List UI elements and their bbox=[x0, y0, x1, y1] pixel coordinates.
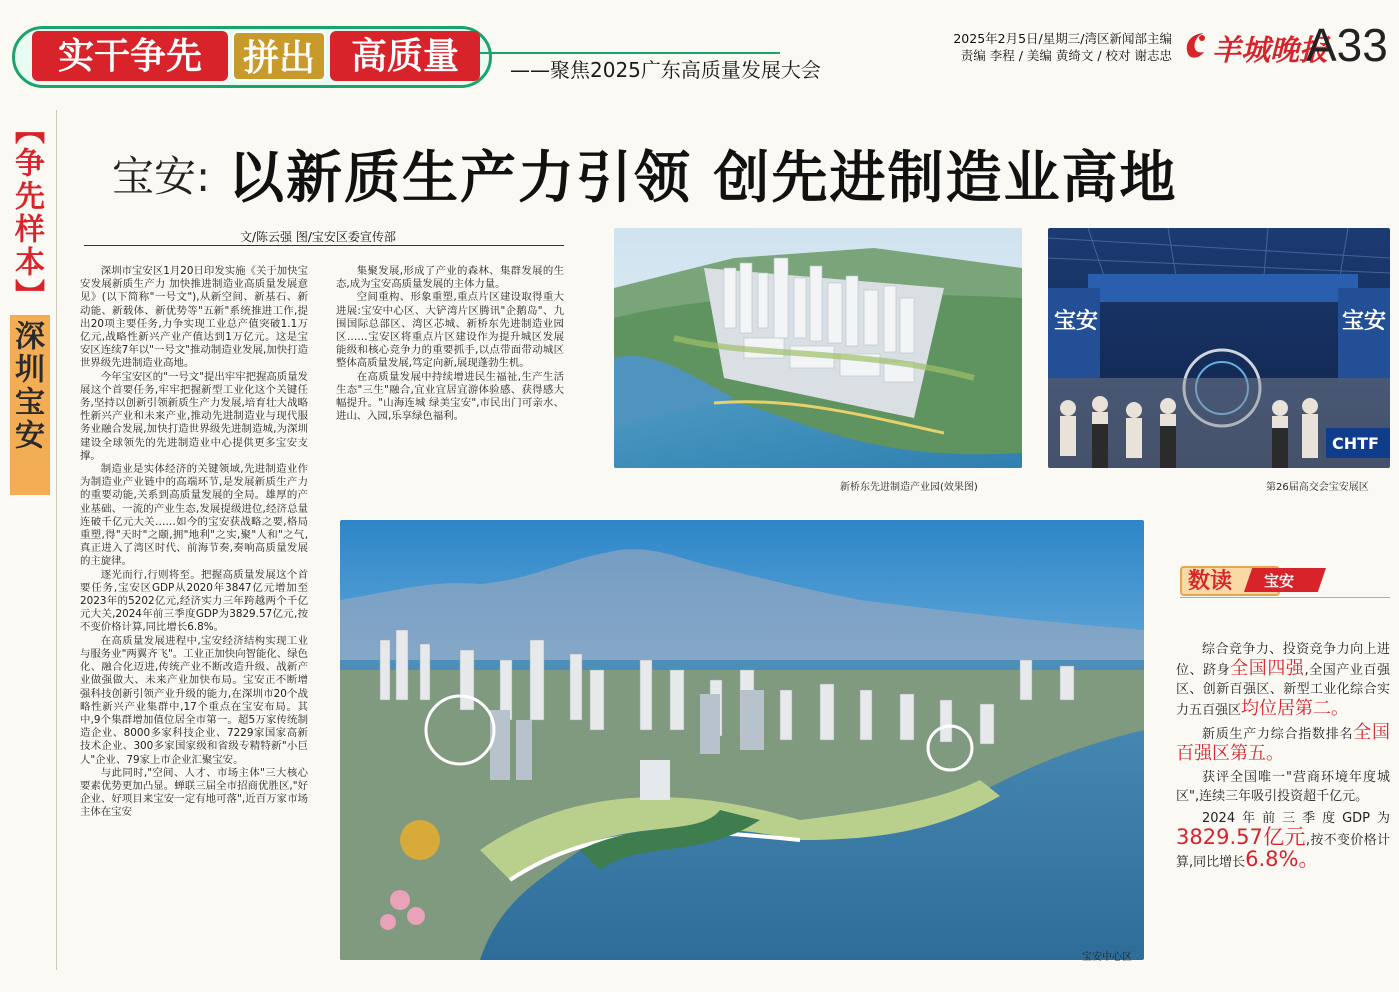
byline-rule bbox=[84, 245, 564, 246]
issue-date-line: 2025年2月5日/星期三/湾区新闻部主编 bbox=[953, 31, 1172, 46]
caption-industrial-park: 新桥东先进制造产业园(效果图) bbox=[840, 482, 978, 493]
headline-place: 宝安: bbox=[112, 152, 211, 201]
article-paragraph: 在高质量发展进程中,宝安经济结构实现工业与服务业"两翼齐飞"。工业正加快向智能化、绿色化、融合化迈进,传统产业不断改造升级、战新产业做强做大、未来产业加快布局。宝安正不断增强科技创新引领产业升级的能力,在深圳市20个战略性新兴产业集群中,17个重点在宝安布局。其中,9个集群增加值位居全市第一。超5万家传统制造企业、8000多家科技企业、7229家国家高新技术企业、300多家国家级和省级专精特新"小巨人"企业、79家上市企业汇聚宝安。 bbox=[80, 634, 308, 766]
central-district-photo bbox=[340, 520, 1144, 960]
editors-line: 责编 李程 / 美编 黄绮文 / 校对 谢志忠 bbox=[960, 48, 1172, 63]
caption-central-district: 宝安中心区 bbox=[1082, 952, 1132, 963]
highlight-fifth: 全国百强区第五。 bbox=[1176, 722, 1390, 764]
data-item-3: 获评全国唯一"营商环境年度城区",连续三年吸引投资超千亿元。 bbox=[1176, 770, 1390, 804]
data-box-tag: 宝安 bbox=[1264, 572, 1295, 590]
data-box-title: 数读 bbox=[1188, 569, 1233, 594]
banner-title-part2: 拼出 bbox=[232, 31, 326, 81]
side-tag: 【争先样本】 bbox=[9, 114, 44, 312]
expo-sign-left: 宝安 bbox=[1054, 309, 1099, 334]
highlight-gdp: 3829.57亿元 bbox=[1176, 825, 1306, 849]
article-column-1 bbox=[80, 265, 308, 965]
highlight-top-four: 全国四强 bbox=[1230, 658, 1305, 679]
article-paragraph: 逐光而行,行则将至。把握高质量发展这个首要任务,宝安区GDP从2020年3847亿元增加至2023年的5202亿元,经济实力三年跨越两个千亿元大关,2024年前三季度GDP为3829.57亿元,按不变价格计算,同比增长6.8%。 bbox=[80, 568, 308, 634]
expo-sign-right: 宝安 bbox=[1342, 309, 1387, 334]
highlight-growth: 6.8%。 bbox=[1245, 847, 1320, 871]
expo-photo bbox=[1048, 228, 1390, 468]
paper-name: 羊城晚报 bbox=[1212, 33, 1329, 67]
article-paragraph: 今年宝安区的"一号文"提出牢牢把握高质量发展这个首要任务,牢牢把握新型工业化这个关键任务,坚持以创新引领新质生产力发展,培育壮大战略性新兴产业和未来产业,推动先进制造业与现代服务业融合发展,加快打造世界级先进制造城,为深圳建设全球领先的先进制造业中心提供更多宝安支撑。 bbox=[80, 370, 308, 462]
industrial-park-photo bbox=[614, 228, 1022, 468]
byline: 文/陈云强 图/宝安区委宣传部 bbox=[240, 230, 396, 244]
paper-logo-icon bbox=[1182, 30, 1210, 60]
expo-booth-logo: CHTF bbox=[1332, 434, 1379, 453]
banner-title-part1: 实干争先 bbox=[32, 31, 228, 81]
data-item-1: 综合竞争力、投资竞争力向上进位、跻身全国四强,全国产业百强区、创新百强区、新型工业化综合实力五百强区均位居第二。 bbox=[1176, 642, 1390, 719]
data-box-body bbox=[1176, 640, 1390, 875]
data-box-rule bbox=[1180, 597, 1390, 598]
data-item-2: 新质生产力综合指数排名全国百强区第五。 bbox=[1176, 722, 1390, 764]
caption-expo: 第26届高交会宝安展区 bbox=[1266, 482, 1369, 493]
article-paragraph: 在高质量发展中持续增进民生福祉,生产生活生态"三生"融合,宜业宜居宜游体验感、获得感大幅提升。"山海连城 绿美宝安",市民出门可亲水、进山、入园,乐享绿色福利。 bbox=[336, 370, 564, 423]
page-number: A33 bbox=[1306, 19, 1388, 71]
article-column-2 bbox=[336, 265, 564, 497]
highlight-second: 均位居第二。 bbox=[1241, 698, 1350, 719]
banner-title-part3: 高质量 bbox=[330, 31, 480, 81]
article-paragraph: 制造业是实体经济的关键领域,先进制造业作为制造业产业链中的高端环节,是发展新质生产力的重要动能,关系到高质量发展的全局。雄厚的产业基础、一流的产业生态,发展提级进位,经济总量连破千亿元大关……如今的宝安获战略之要,格局重塑,得"天时"之颐,拥"地利"之实,聚"人和"之气,真正进入了湾区时代、前海节奏,奏响高质量发展的主旋律。 bbox=[80, 463, 308, 568]
article-paragraph: 与此同时,"空间、人才、市场主体"三大核心要素优势更加凸显。蝉联三届全市招商优胜区,"好企业、好项目来宝安一定有地可落",近百万家市场主体在宝安 bbox=[80, 766, 308, 819]
banner-subtitle: ——聚焦2025广东高质量发展大会 bbox=[506, 54, 825, 83]
side-rule bbox=[56, 110, 57, 970]
headline: 以新质生产力引领 创先进制造业高地 bbox=[228, 146, 1178, 211]
side-region: 深圳宝安 bbox=[9, 320, 44, 452]
data-item-4: 2024年前三季度GDP为3829.57亿元,按不变价格计算,同比增长6.8%。 bbox=[1176, 811, 1391, 871]
paper-logo bbox=[1182, 30, 1210, 64]
article-paragraph: 深圳市宝安区1月20日印发实施《关于加快宝安发展新质生产力 加快推进制造业高质量发展意见》(以下简称"一号文"),从新空间、新基石、新动能、新载体、新优势等"五新"系统推进工作,提出20项主要任务,力争实现工业总产值突破1.1万亿元,战略性新兴产业产值达到1万亿元。这是宝安区连续7年以"一号文"推动制造业发展,加快打造世界级先进制造业高地。 bbox=[80, 265, 308, 370]
article-paragraph: 集聚发展,形成了产业的森林、集群发展的生态,成为宝安高质量发展的主体力量。 bbox=[336, 265, 564, 291]
article-paragraph: 空间重构、形象重塑,重点片区建设取得重大进展:宝安中心区、大铲湾片区腾讯"企鹅岛"、九围国际总部区、湾区芯城、新桥东先进制造业园区……宝安区将重点片区建设作为提升城区发展能级和核心竞争力的重要抓手,以点带面带动城区整体高质量发展,笃定向新,展现蓬勃生机。 bbox=[336, 291, 564, 370]
